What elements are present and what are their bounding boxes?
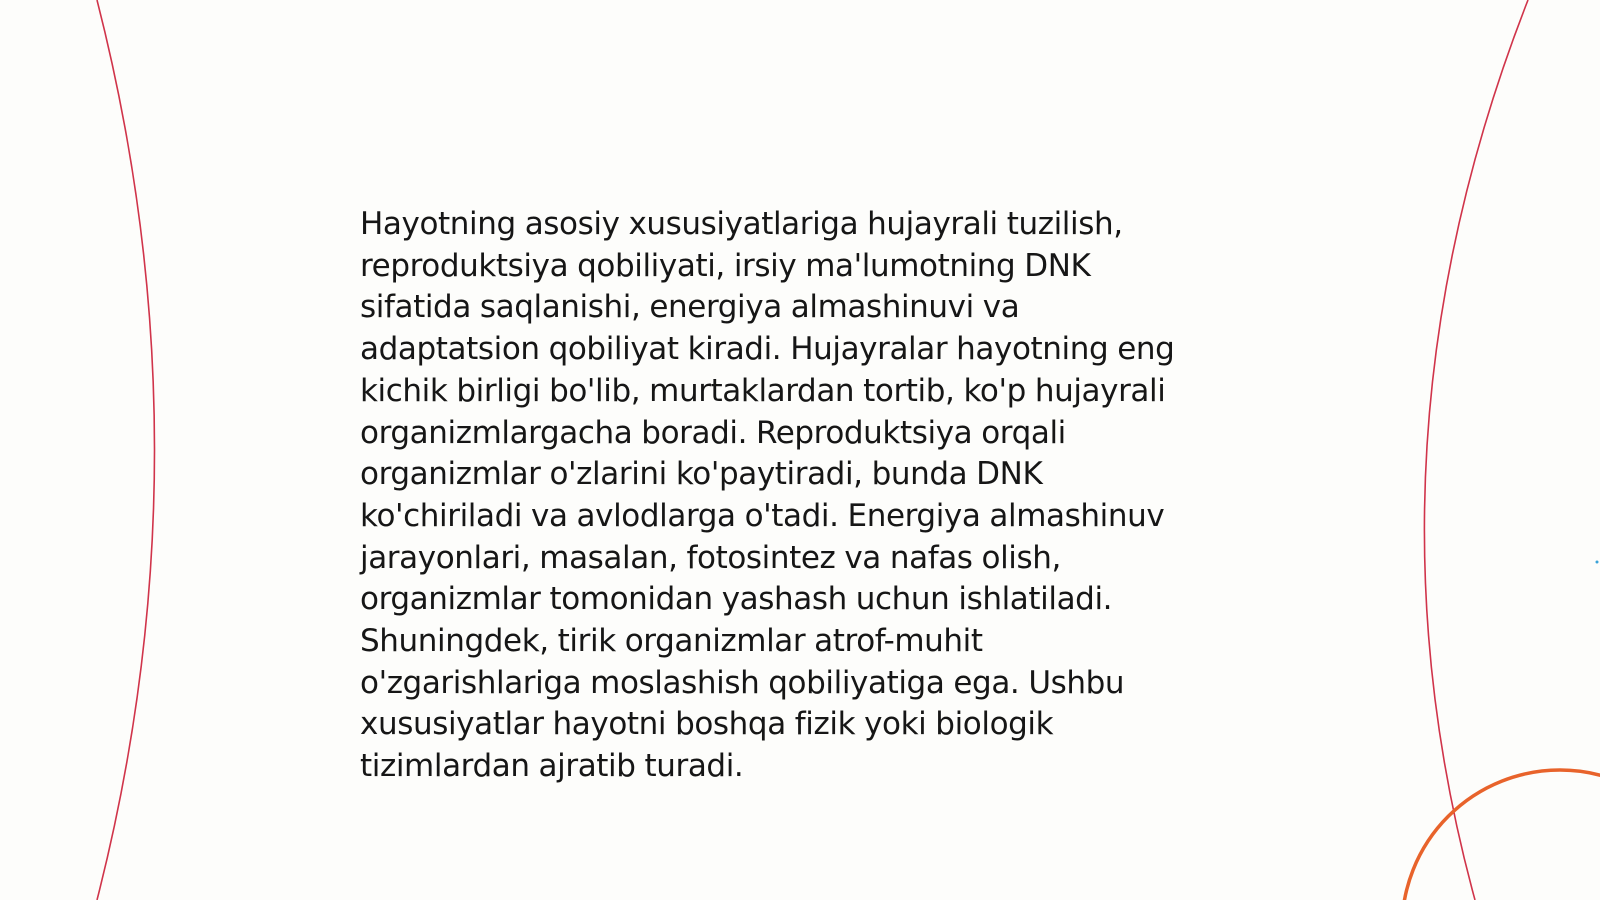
paragraph-line: xususiyatlar hayotni boshqa fizik yoki biologik	[360, 706, 1054, 743]
paragraph-line: Shuningdek, tirik organizmlar atrof-muhit	[360, 623, 983, 660]
small-dot-decoration	[1596, 561, 1599, 564]
paragraph-line: sifatida saqlanishi, energiya almashinuvi va	[360, 289, 1020, 326]
paragraph-line: Hayotning asosiy xususiyatlariga hujayrali tuzilish,	[360, 206, 1123, 242]
body-paragraph	[360, 204, 1260, 788]
paragraph-line: organizmlar o'zlarini ko'paytiradi, bunda DNK	[360, 456, 1043, 493]
paragraph-line: organizmlargacha boradi. Reproduktsiya orqali	[360, 414, 1066, 451]
paragraph-line: organizmlar tomonidan yashash uchun ishlatiladi.	[360, 581, 1113, 618]
orange-circle-decoration	[1402, 770, 1600, 900]
left-curve-decoration	[97, 0, 155, 900]
right-curve-decoration	[1424, 0, 1528, 900]
paragraph-line: jarayonlari, masalan, fotosintez va nafas olish,	[360, 539, 1061, 576]
paragraph-line: adaptatsion qobiliyat kiradi. Hujayralar hayotning eng	[360, 331, 1175, 368]
paragraph-line: ko'chiriladi va avlodlarga o'tadi. Energiya almashinuv	[360, 497, 1165, 534]
paragraph-line: reproduktsiya qobiliyati, irsiy ma'lumotning DNK	[360, 247, 1091, 284]
paragraph-line: kichik birligi bo'lib, murtaklardan tortib, ko'p hujayrali	[360, 372, 1166, 409]
paragraph-line: tizimlardan ajratib turadi.	[360, 748, 744, 785]
paragraph-line: o'zgarishlariga moslashish qobiliyatiga ega. Ushbu	[360, 664, 1125, 701]
